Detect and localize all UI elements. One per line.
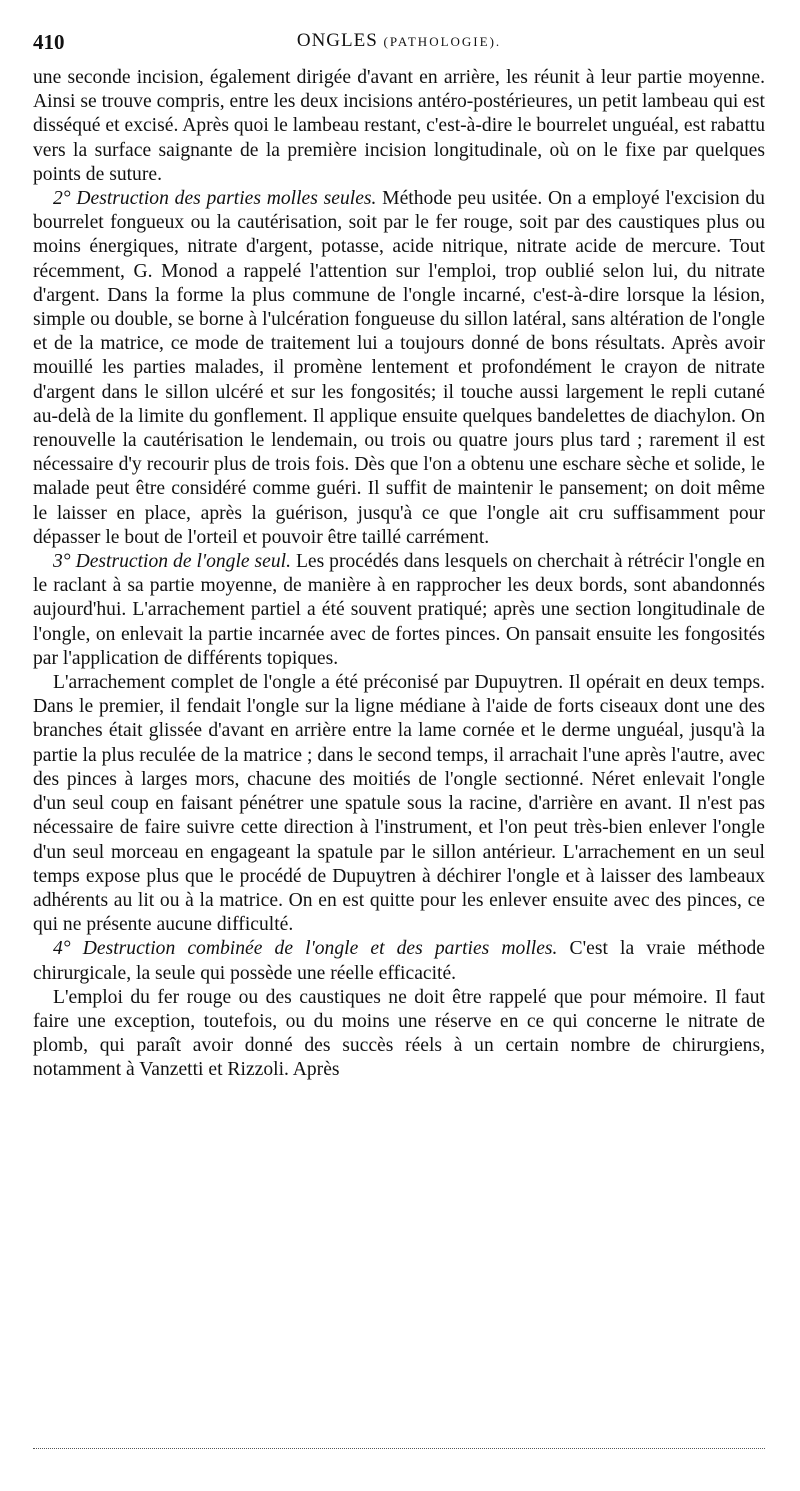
page-header xyxy=(33,30,765,60)
running-head-title: ONGLES xyxy=(296,30,378,51)
section-title-3: 3° Destruction de l'ongle seul. xyxy=(53,551,292,573)
section-body-3: Les procédés dans lesquels on cherchait à rétrécir l'ongle en le raclant à sa partie moyenne, de manière à en rapprocher les deux bords, sont abandonnés aujourd'hui. L'arrachement partiel a été souvent pratiqué; après une section longitudinale de l'ongle, on enlevait la partie incarnée avec de fortes pinces. On pansait ensuite les fongosités par l'application de différents topiques. xyxy=(33,551,765,669)
section-body-4: C'est la vraie méthode chirurgicale, la seule qui possède une réelle efficacité. xyxy=(33,938,765,984)
paragraph-section-4 xyxy=(33,937,765,985)
section-title-4: 4° Destruction combinée de l'ongle et des parties molles. xyxy=(53,938,558,960)
running-head xyxy=(33,30,765,52)
paragraph-section-3 xyxy=(33,550,765,671)
paragraph-arrachement: L'arrachement complet de l'ongle a été préconisé par Dupuytren. Il opérait en deux temps. Dans le premier, il fendait l'ongle sur la ligne médiane à l'aide de forts ciseaux dont une des branches était glissée d'avant en arrière entre la lame cornée et le derme unguéal, jusqu'à la partie la plus reculée de la matrice ; dans le second temps, il arrachait l'une après l'autre, avec des pinces à larges mors, chacune des moitiés de l'ongle sectionné. Néret enlevait l'ongle d'un seul coup en faisant pénétrer une spatule sous la racine, d'arrière en avant. Il n'est pas nécessaire de faire suivre cette direction à l'instrument, et l'on peut très-bien enlever l'ongle d'un seul morceau en engageant la spatule par le sillon antérieur. L'arrachement en un seul temps expose plus que le procédé de Dupuytren à déchirer l'ongle et à laisser des lambeaux adhérents au lit ou à la matrice. On en est quitte pour les enlever ensuite avec des pinces, ce qui ne présente aucune difficulté. xyxy=(33,672,765,936)
section-body-2: Méthode peu usitée. On a employé l'excision du bourrelet fongueux ou la cautérisation, soit par le fer rouge, soit par des caustiques plus ou moins énergiques, nitrate d'argent, potasse, acide nitrique, nitrate acide de mercure. Tout récemment, G. Monod a rappelé l'attention sur l'emploi, trop oublié selon lui, du nitrate d'argent. Dans la forme la plus commune de l'ongle incarné, c'est-à-dire lorsque la lésion, simple ou double, se borne à l'ulcération fongueuse du sillon latéral, sans altération de l'ongle et de la matrice, ce mode de traitement lui a toujours donné de bons résultats. Après avoir mouillé les parties malades, il promène lentement et profondément le crayon de nitrate d'argent dans le sillon ulcéré et sur les fongosités; il touche aussi largement le repli cutané au-delà de la limite du gonflement. Il applique ensuite quelques bandelettes de diachylon. On renouvelle la cautérisation le lendemain, ou trois ou quatre jours plus tard ; rarement il est nécessaire d'y recourir plus de trois fois. Dès que l'on a obtenu une eschare sèche et solide, le malade peut être considéré comme guéri. Il suffit de maintenir le pansement; on doit même le laisser en place, après la guérison, jusqu'à ce que l'ongle ait cru suffisamment pour dépasser le bout de l'orteil et pouvoir être taillé carrément. xyxy=(33,188,765,548)
body-text xyxy=(33,66,765,1083)
paragraph-continuation: une seconde incision, également dirigée d'avant en arrière, les réunit à leur partie moyenne. Ainsi se trouve compris, entre les deux incisions antéro-postérieures, un petit lambeau qui est disséqué et excisé. Après quoi le lambeau restant, c'est-à-dire le bourrelet unguéal, est rabattu vers la surface saignante de la première incision longitudinale, où on le fixe par quelques points de suture. xyxy=(33,67,765,185)
footer-dotted-rule xyxy=(33,1448,765,1449)
paragraph-section-2 xyxy=(33,187,765,550)
running-head-subtitle: (PATHOLOGIE). xyxy=(383,34,502,49)
paragraph-emploi: L'emploi du fer rouge ou des caustiques ne doit être rappelé que pour mémoire. Il faut faire une exception, toutefois, ou du moins une réserve en ce qui concerne le nitrate de plomb, qui paraît avoir donné des succès réels à un certain nombre de chirurgiens, notamment à Vanzetti et Rizzoli. Après xyxy=(33,986,765,1081)
page-number: 410 xyxy=(33,30,65,54)
section-title-2: 2° Destruction des parties molles seules. xyxy=(53,188,377,210)
document-page xyxy=(33,30,765,1083)
